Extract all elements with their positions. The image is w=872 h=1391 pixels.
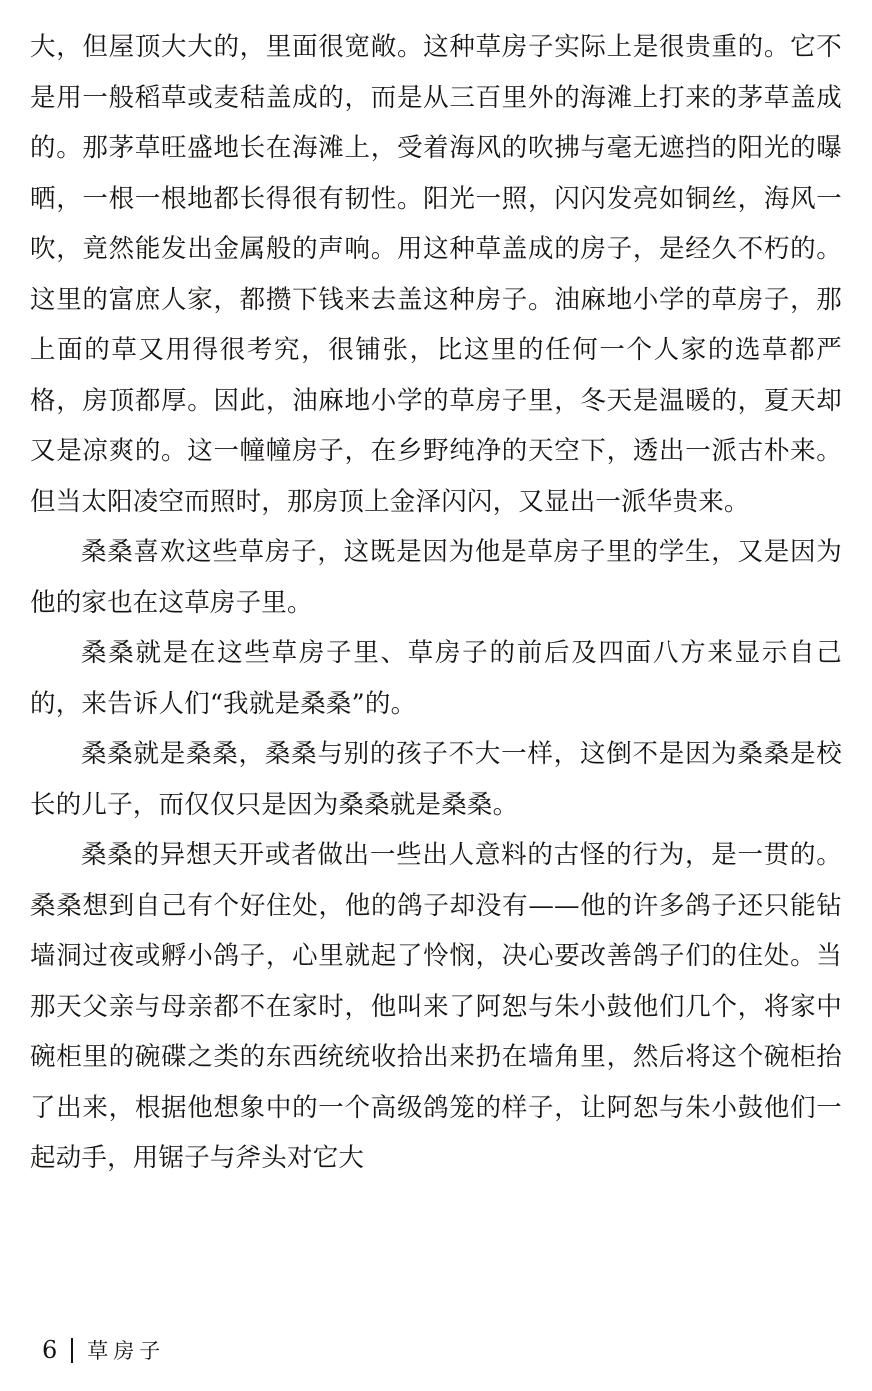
paragraph: 桑桑就是桑桑，桑桑与别的孩子不大一样，这倒不是因为桑桑是校长的儿子，而仅仅只是因为桑桑就是桑桑。 xyxy=(30,739,842,820)
paragraph: 桑桑就是在这些草房子里、草房子的前后及四面八方来显示自己的，来告诉人们“我就是桑桑”的。 xyxy=(30,638,842,719)
running-book-title: 草房子 xyxy=(87,1339,166,1363)
footer-divider xyxy=(71,1338,73,1363)
paragraph: 桑桑喜欢这些草房子，这既是因为他是草房子里的学生，又是因为他的家也在这草房子里。 xyxy=(30,537,842,618)
paragraph: 大，但屋顶大大的，里面很宽敞。这种草房子实际上是很贵重的。它不是用一般稻草或麦秸盖成的，而是从三百里外的海滩上打来的茅草盖成的。那茅草旺盛地长在海滩上，受着海风的吹拂与毫无遮挡的阳光的曝晒，一根一根地都长得很有韧性。阳光一照，闪闪发亮如铜丝，海风一吹，竟然能发出金属般的声响。用这种草盖成的房子，是经久不朽的。这里的富庶人家，都攒下钱来去盖这种房子。油麻地小学的草房子，那上面的草又用得很考究，很铺张，比这里的任何一个人家的选草都严格，房顶都厚。因此，油麻地小学的草房子里，冬天是温暖的，夏天却又是凉爽的。这一幢幢房子，在乡野纯净的天空下，透出一派古朴来。但当太阳凌空而照时，那房顶上金泽闪闪，又显出一派华贵来。 xyxy=(30,32,842,517)
page-number: 6 xyxy=(42,1336,58,1364)
paragraph: 桑桑的异想天开或者做出一些出人意料的古怪的行为，是一贯的。桑桑想到自己有个好住处，他的鸽子却没有——他的许多鸽子还只能钻墙洞过夜或孵小鸽子，心里就起了怜悯，决心要改善鸽子们的住处。当那天父亲与母亲都不在家时，他叫来了阿恕与朱小鼓他们几个，将家中碗柜里的碗碟之类的东西统统收拾出来扔在墙角里，然后将这个碗柜抬了出来，根据他想象中的一个高级鸽笼的样子，让阿恕与朱小鼓他们一起动手，用锯子与斧头对它大 xyxy=(30,840,842,1173)
page-body xyxy=(30,22,842,1184)
page-footer xyxy=(0,1335,872,1365)
